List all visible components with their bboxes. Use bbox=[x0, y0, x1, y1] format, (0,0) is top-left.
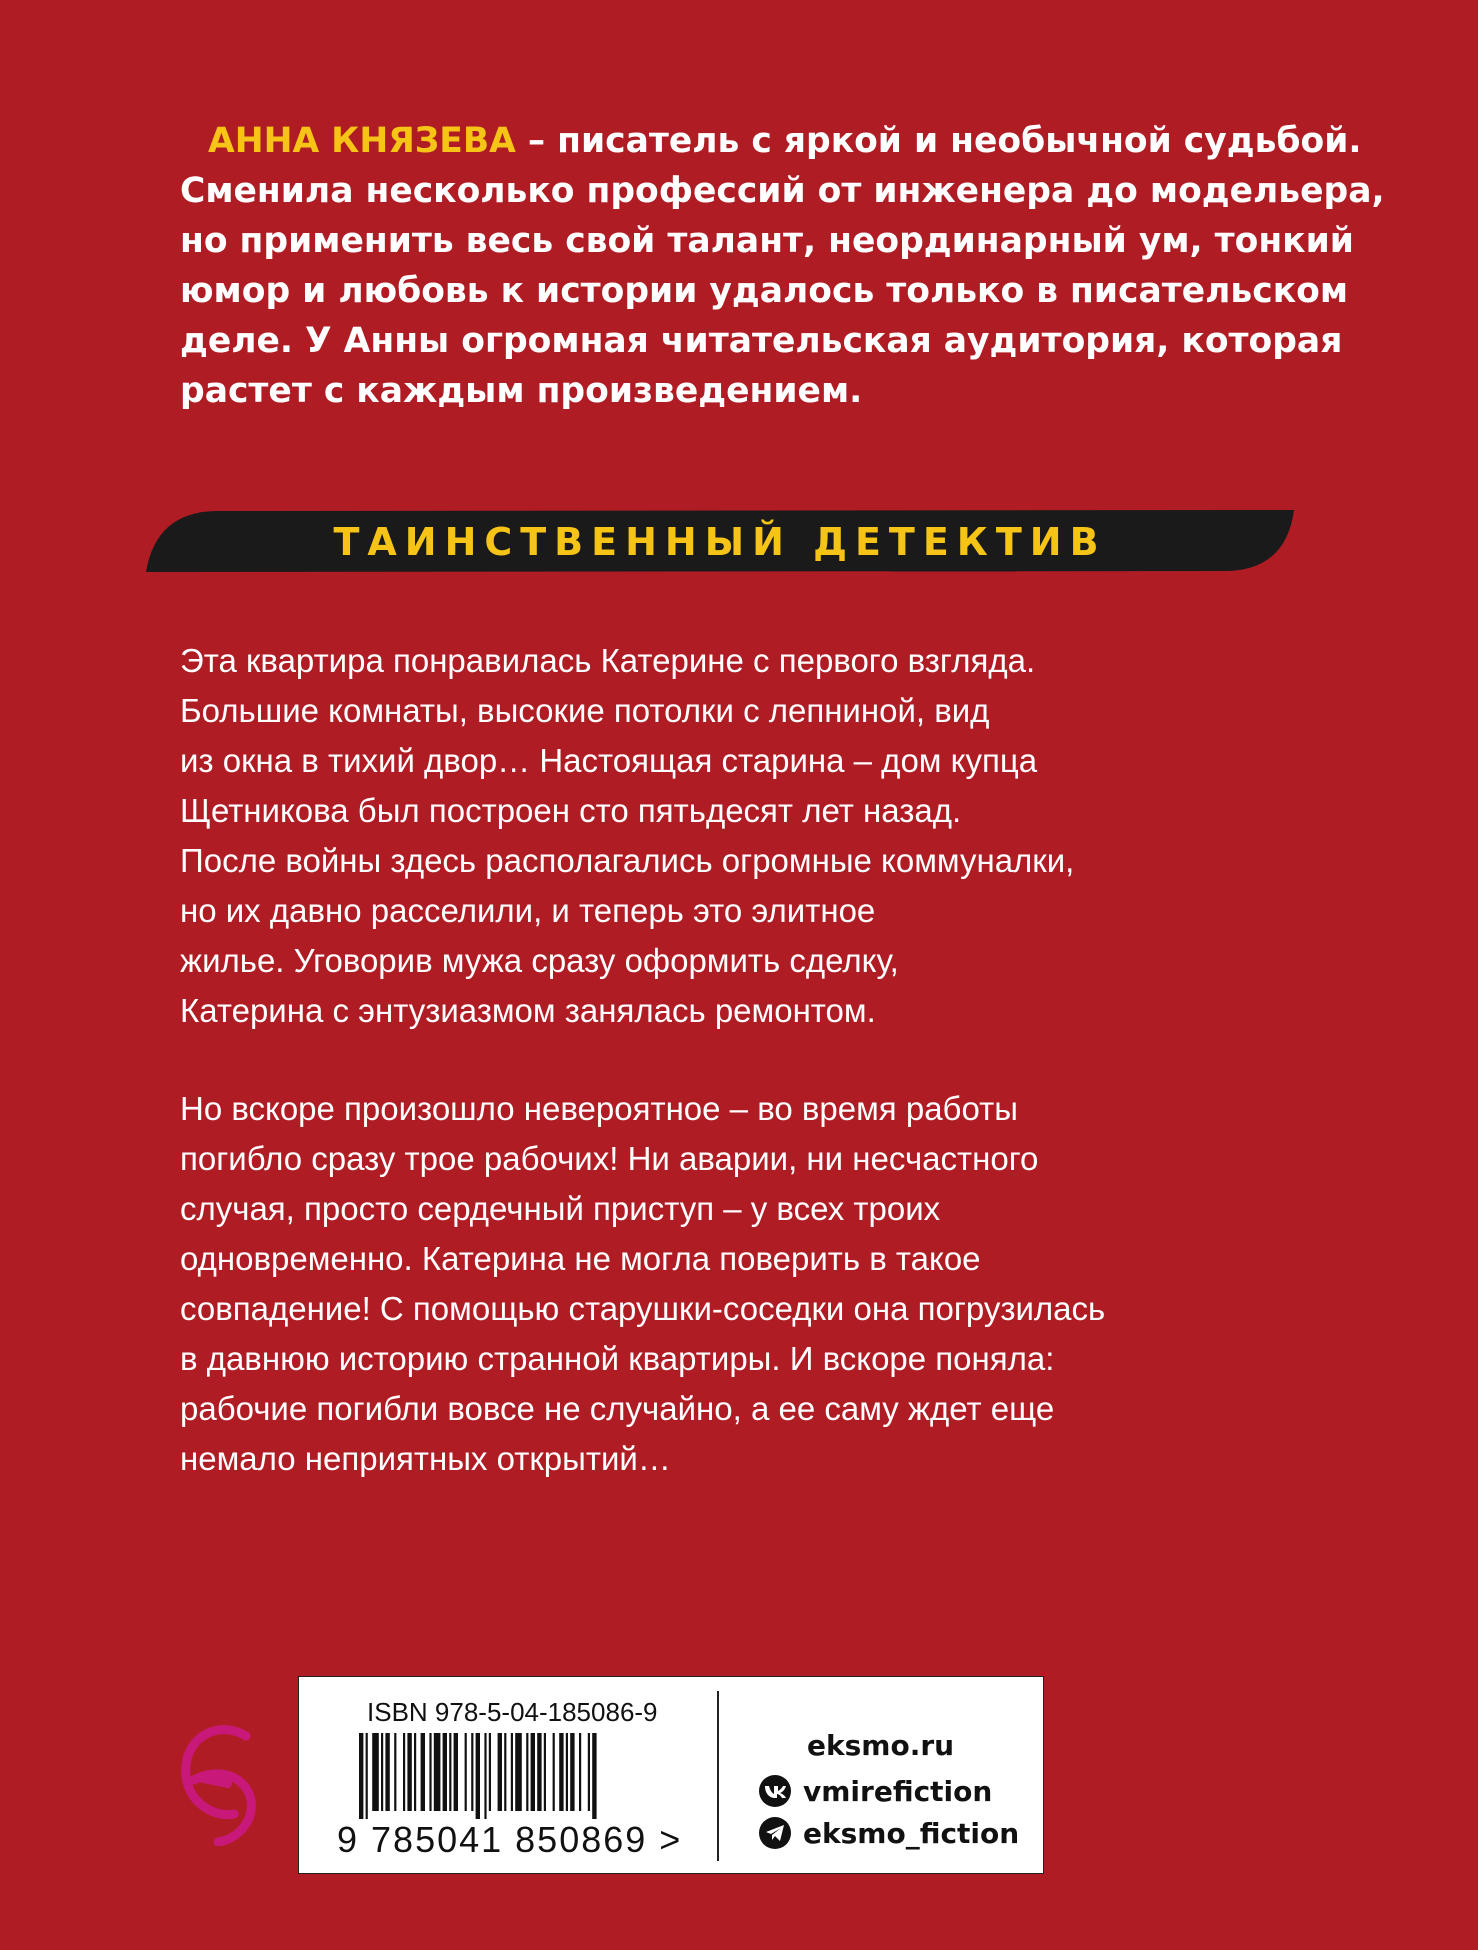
annotation-line: одновременно. Катерина не могла поверить в такое bbox=[180, 1240, 981, 1277]
isbn-label: ISBN 978-5-04-185086-9 bbox=[367, 1697, 658, 1727]
annotation-line: Но вскоре произошло невероятное – во время работы bbox=[180, 1090, 1018, 1127]
annotation-line: Щетникова был построен сто пятьдесят лет назад. bbox=[180, 792, 962, 829]
panel-divider bbox=[717, 1691, 719, 1861]
annotation-line: из окна в тихий двор… Настоящая старина – дом купца bbox=[180, 742, 1038, 779]
bio-line: растет с каждым произведением. bbox=[180, 371, 863, 411]
telegram-link[interactable] bbox=[759, 1815, 1019, 1851]
annotation-line: в давнюю историю странной квартиры. И вскоре поняла: bbox=[180, 1340, 1055, 1377]
annotation-line: погибло сразу трое рабочих! Ни аварии, ни несчастного bbox=[180, 1140, 1039, 1177]
annotation-line: совпадение! С помощью старушки-соседки она погрузилась bbox=[180, 1290, 1106, 1327]
annotation-line: рабочие погибли вовсе не случайно, а ее саму ждет еще bbox=[180, 1390, 1055, 1427]
annotation-line: случая, просто сердечный приступ – у всех троих bbox=[180, 1190, 941, 1227]
eksmo-logo-icon bbox=[176, 1718, 260, 1846]
vk-handle: vmirefiction bbox=[803, 1774, 993, 1808]
barcode-icon bbox=[359, 1733, 679, 1819]
vk-icon bbox=[759, 1775, 791, 1807]
bio-line: деле. У Анны огромная читательская аудитория, которая bbox=[180, 321, 1343, 361]
annotation-line: Эта квартира понравилась Катерине с первого взгляда. bbox=[180, 642, 1036, 679]
barcode-digits: 9 785041 850869 > bbox=[337, 1819, 683, 1860]
annotation-line: но их давно расселили, и теперь это элитное bbox=[180, 892, 876, 929]
bio-line: АННА КНЯЗЕВА – писатель с яркой и необычной судьбой. bbox=[208, 121, 1362, 161]
genre-label: ТАИНСТВЕННЫЙ ДЕТЕКТИВ bbox=[333, 520, 1107, 564]
vk-link[interactable] bbox=[759, 1773, 992, 1809]
annotation-paragraph-2 bbox=[180, 1084, 1300, 1484]
telegram-icon bbox=[759, 1817, 791, 1849]
annotation-line: После войны здесь располагались огромные коммуналки, bbox=[180, 842, 1075, 879]
annotation-paragraph-1 bbox=[180, 636, 1300, 1036]
barcode-panel bbox=[298, 1676, 1044, 1874]
website-link[interactable]: eksmo.ru bbox=[807, 1729, 955, 1762]
author-name: АННА КНЯЗЕВА bbox=[208, 121, 516, 161]
author-bio bbox=[180, 116, 1385, 416]
bio-line: юмор и любовь к истории удалось только в писательском bbox=[180, 271, 1349, 311]
bio-line: Сменила несколько профессий от инженера до модельера, bbox=[180, 171, 1385, 211]
telegram-handle: eksmo_fiction bbox=[803, 1816, 1020, 1850]
annotation-line: Катерина с энтузиазмом занялась ремонтом. bbox=[180, 992, 876, 1029]
bio-line: но применить весь свой талант, неординарный ум, тонкий bbox=[180, 221, 1354, 261]
annotation-line: немало неприятных открытий… bbox=[180, 1440, 671, 1477]
annotation-line: Большие комнаты, высокие потолки с лепниной, вид bbox=[180, 692, 990, 729]
annotation-line: жилье. Уговорив мужа сразу оформить сделку, bbox=[180, 942, 899, 979]
genre-banner bbox=[146, 510, 1294, 572]
